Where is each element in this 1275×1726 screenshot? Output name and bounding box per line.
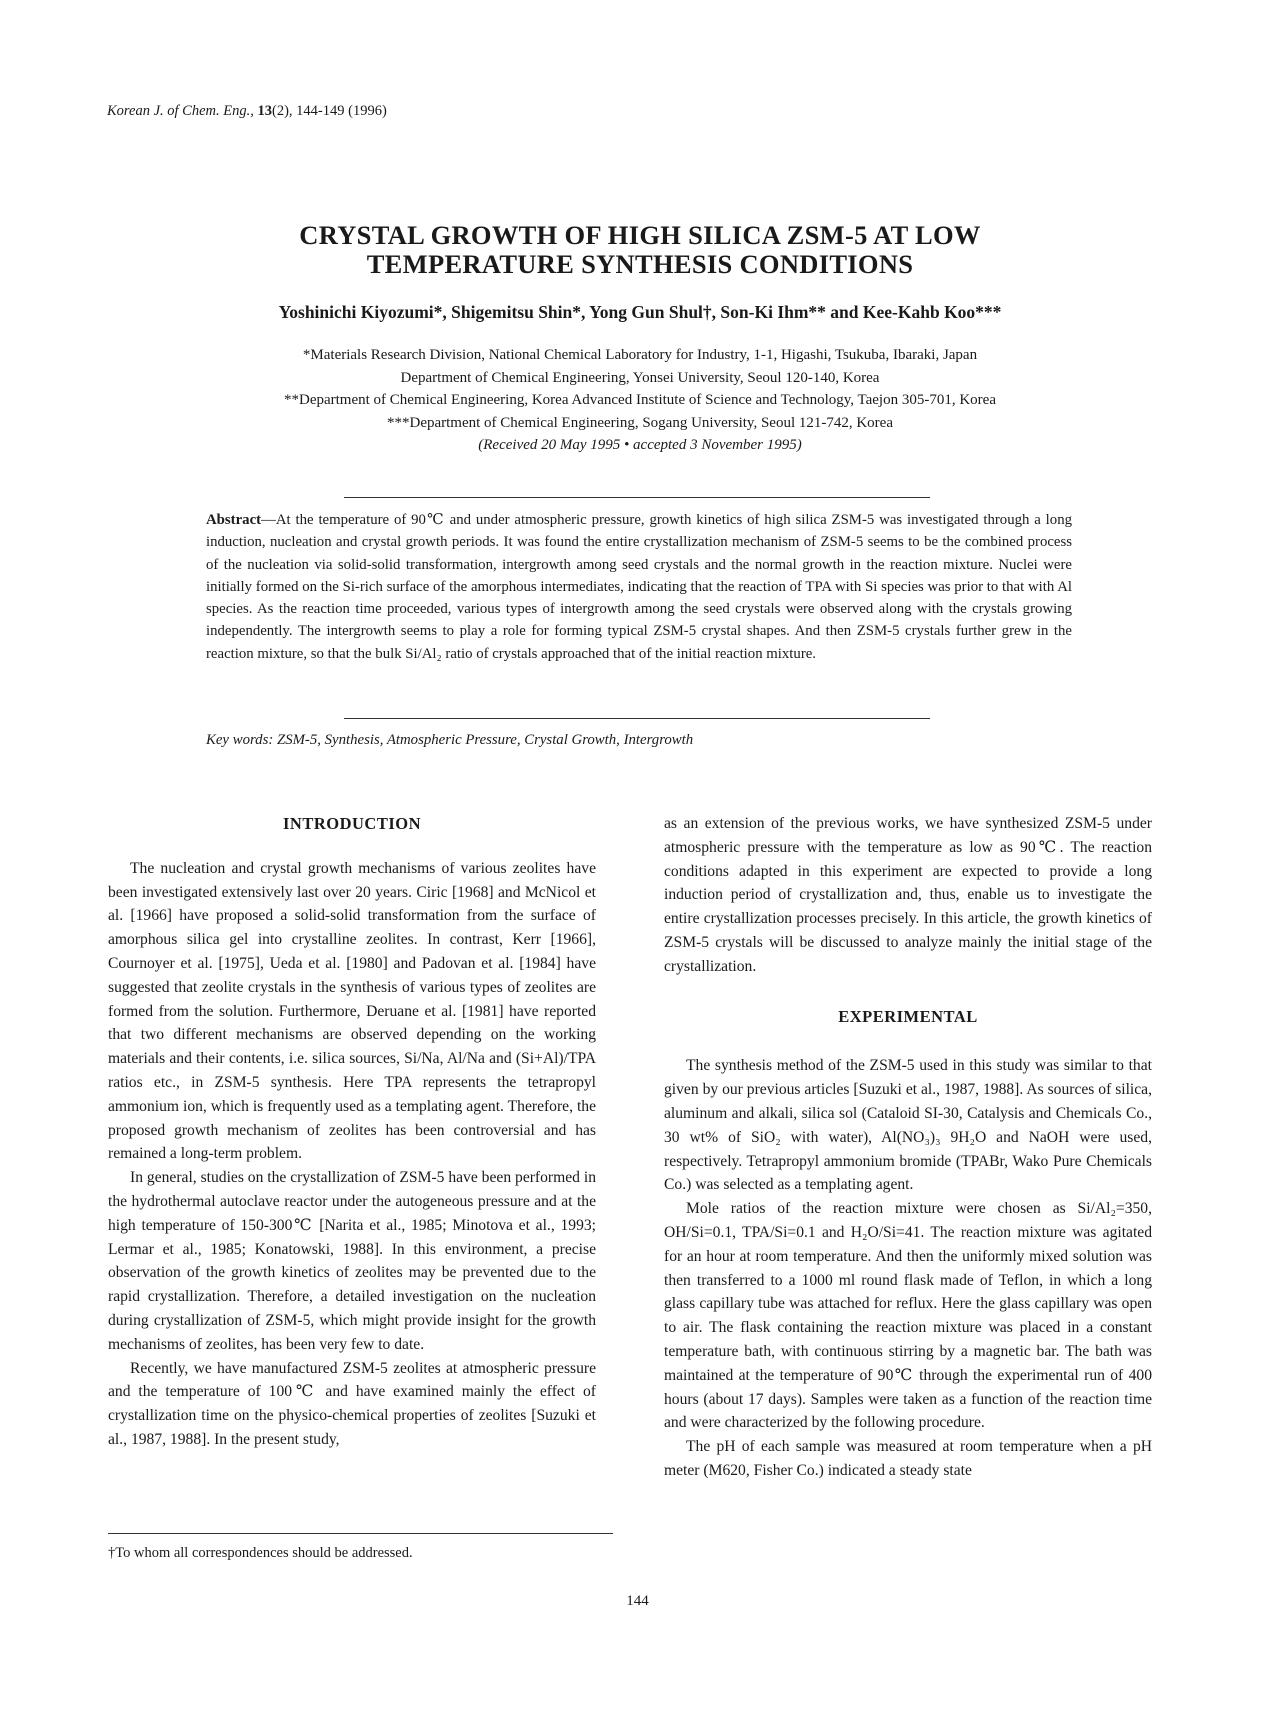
left-column (108, 812, 596, 1452)
experimental-heading: EXPERIMENTAL (838, 1006, 978, 1026)
experimental-paragraph-1: The synthesis method of the ZSM-5 used in this study was similar to that given by our previous articles [Suzuki et al., 1987, 1988]. As sources of silica, aluminum and alkali, silica sol (Cataloid SI-30, Catalysis and Chemicals Co., 30 wt% of SiO₂ with water), Al(NO₃)₃ 9H₂O and NaOH were used, respectively. Tetrapropyl ammonium bromide (TPABr, Wako Pure Chemicals Co.) was selected as a templating agent. (664, 1057, 1152, 1194)
journal-volume: 13 (257, 103, 272, 119)
received-dates: (Received 20 May 1995 • accepted 3 November 1995) (478, 437, 802, 453)
author-list: Yoshinichi Kiyozumi*, Shigemitsu Shin*, Yong Gun Shul†, Son-Ki Ihm** and Kee-Kahb Koo*** (278, 302, 1002, 322)
affiliation-4: ***Department of Chemical Engineering, Sogang University, Seoul 121-742, Korea (387, 414, 893, 431)
right-column (664, 812, 1152, 1483)
paper-title (120, 221, 1160, 279)
intro-paragraph-1: The nucleation and crystal growth mechanisms of various zeolites have been investigated extensively last over 20 years. Ciric [1968] and McNicol et al. [1966] have proposed a solid-solid transformation from the surface of amorphous silica gel into crystalline zeolites. In contrast, Kerr [1966], Cournoyer et al. [1975], Ueda et al. [1980] and Padovan et al. [1984] have suggested that zeolite crystals in the synthesis of various types of zeolites are formed from the solution. Furthermore, Deruane et al. [1981] have reported that two different mechanisms are observed depending on the working materials and their contents, i.e. silica sources, Si/Na, Al/Na and (Si+Al)/TPA ratios etc., in ZSM-5 synthesis. Here TPA represents the tetrapropyl ammonium ion, which is frequently used as a templating agent. Therefore, the proposed growth mechanism of zeolites has been controversial and has remained a long-term problem. (108, 859, 596, 1163)
experimental-paragraph-3: The pH of each sample was measured at room temperature when a pH meter (M620, Fisher Co.) indicated a steady state (664, 1438, 1152, 1479)
footnote: †To whom all correspondences should be addressed. (108, 1545, 413, 1561)
journal-name: Korean J. of Chem. Eng., (107, 103, 254, 119)
abstract (206, 509, 1072, 665)
journal-citation (107, 103, 387, 120)
intro-paragraph-3-continued: as an extension of the previous works, we have synthesized ZSM-5 under atmospheric pressure with the temperature as low as 90℃. The reaction conditions adapted in this experiment are expected to provide a long induction period of crystallization and, thus, enable us to investigate the entire crystallization processes precisely. In this article, the growth kinetics of ZSM-5 crystals will be discussed to analyze mainly the initial stage of the crystallization. (664, 815, 1152, 975)
keywords: Key words: ZSM-5, Synthesis, Atmospheric Pressure, Crystal Growth, Intergrowth (206, 732, 694, 748)
affiliation-3: **Department of Chemical Engineering, Korea Advanced Institute of Science and Technology, Taejon 305-701, Korea (284, 392, 996, 408)
title-line-1: CRYSTAL GROWTH OF HIGH SILICA ZSM-5 AT LOW (299, 220, 981, 250)
intro-paragraph-2: In general, studies on the crystallization of ZSM-5 have been performed in the hydrothermal autoclave reactor under the autogeneous pressure and at the high temperature of 150-300℃ [Narita et al., 1985; Minotova et al., 1993; Lermar et al., 1985; Konatowski, 1988]. In this environment, a precise observation of the growth kinetics of zeolites may be prevented due to the rapid crystallization. Therefore, a detailed investigation on the nucleation during crystallization of ZSM-5, which might provide insight for the growth mechanisms of zeolites, has been very few to date. (108, 1169, 596, 1353)
title-line-2: TEMPERATURE SYNTHESIS CONDITIONS (366, 249, 914, 279)
abstract-top-rule (344, 497, 930, 498)
journal-issue-pages: (2), 144-149 (1996) (272, 103, 387, 119)
affiliation-1: *Materials Research Division, National Chemical Laboratory for Industry, 1-1, Higashi, Tsukuba, Ibaraki, Japan (302, 347, 978, 363)
intro-heading: INTRODUCTION (282, 814, 422, 833)
abstract-text: —At the temperature of 90℃ and under atmospheric pressure, growth kinetics of high silica ZSM-5 was investigated through a long induction, nucleation and crystal growth periods. It was found the entire crystallization mechanism of ZSM-5 seems to be the combined process of the nucleation via solid-solid transformation, intergrowth among seed crystals and the normal growth in the reaction mixture. Nuclei were initially formed on the Si-rich surface of the amorphous intermediates, indicating that the reaction of TPA with Si species was prior to that with Al species. As the reaction time proceeded, various types of intergrowth among the seed crystals were observed along with the crystals growing independently. The intergrowth seems to play a role for forming typical ZSM-5 crystal shapes. And then ZSM-5 crystals further grew in the reaction mixture, so that the bulk Si/Al₂ ratio of crystals approached that of the initial reaction mixture. (206, 512, 1072, 662)
experimental-paragraph-2: Mole ratios of the reaction mixture were chosen as Si/Al₂=350, OH/Si=0.1, TPA/Si=0.1 and H₂O/Si=41. The reaction mixture was agitated for an hour at room temperature. And then the uniformly mixed solution was then transferred to a 1000 ml round flask made of Teflon, in which a long glass capillary tube was attached for reflux. Here the glass capillary was open to air. The flask containing the reaction mixture was placed in a constant temperature bath, with continuous stirring by a magnetic bar. The bath was maintained at the temperature of 90℃ through the experimental run of 400 hours (about 17 days). Samples were taken as a function of the reaction time and were characterized by the following procedure. (664, 1200, 1152, 1432)
intro-paragraph-3: Recently, we have manufactured ZSM-5 zeolites at atmospheric pressure and the temperature of 100℃ and have examined mainly the effect of crystallization time on the physico-chemical properties of zeolites [Suzuki et al., 1987, 1988]. In the present study, (108, 1359, 596, 1448)
page-number: 144 (626, 1593, 649, 1609)
footnote-rule (108, 1533, 613, 1534)
affiliations (120, 344, 1160, 457)
abstract-bottom-rule (344, 718, 930, 719)
affiliation-2: Department of Chemical Engineering, Yonsei University, Seoul 120-140, Korea (400, 369, 880, 386)
abstract-label: Abstract (206, 512, 262, 528)
